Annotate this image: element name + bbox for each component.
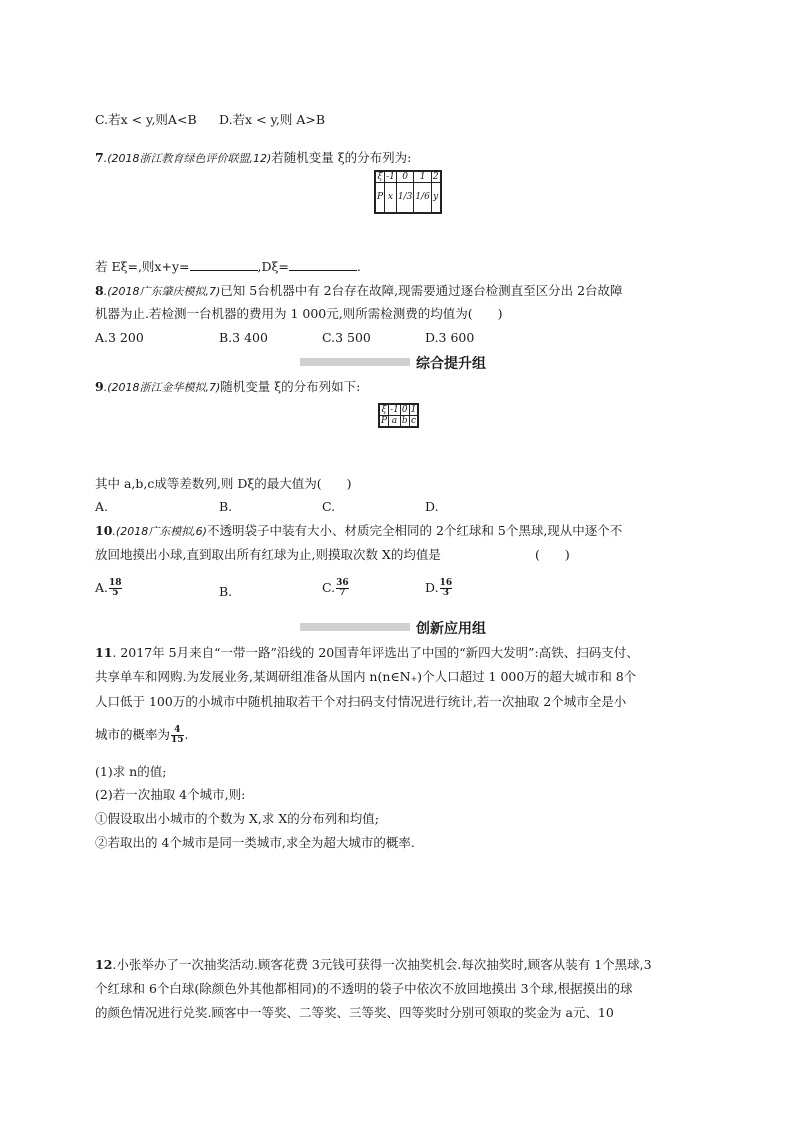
fraction [336, 579, 349, 598]
question-text: 若随机变量 ξ的分布列为: [271, 150, 412, 165]
question-11-line3 [95, 693, 626, 711]
question-10-line2 [95, 546, 441, 564]
question-source: .(2018广东模拟,6) [112, 525, 207, 538]
option-c[interactable] [322, 579, 350, 598]
option-d[interactable] [425, 579, 453, 598]
fill-mid: ,Dξ= [257, 259, 289, 274]
fraction-denominator: 15 [171, 735, 184, 745]
question-number: 11 [95, 645, 113, 660]
question-text: 机器为止.若检测一台机器的费用为 1 000元,则所需检测费的均值为( ) [95, 306, 503, 321]
question-text: 随机变量 ξ的分布列如下: [220, 379, 361, 394]
question-9-question [95, 475, 351, 493]
option-d-line [219, 111, 325, 129]
question-7-fill-line [95, 258, 361, 276]
question-text: 其中 a,b,c成等差数列,则 Dξ的最大值为( ) [95, 476, 352, 491]
table-cell: -1 [390, 405, 399, 415]
question-12-line1 [95, 956, 652, 974]
option-b[interactable]: B. [219, 499, 233, 514]
question-7-stem [95, 149, 411, 168]
fraction-denominator: 5 [112, 588, 119, 598]
fraction-denominator: 3 [442, 588, 449, 598]
question-text: 不透明袋子中装有大小、材质完全相同的 2个红球和 5个黑球,现从中逐个不 [206, 523, 623, 538]
option-c: C.若x < y,则A<B [95, 112, 197, 127]
question-number: 7 [95, 150, 104, 165]
table-row [375, 171, 441, 183]
table-cell: x [385, 183, 397, 213]
option-b[interactable] [219, 583, 232, 601]
option-a[interactable] [95, 579, 123, 598]
question-11-sub2: (2)若一次抽取 4个城市,则: [95, 787, 246, 802]
fraction-numerator: 4 [171, 726, 184, 736]
option-label: B. [219, 584, 233, 599]
table-cell: ξ [379, 404, 389, 416]
table-cell: P [375, 183, 385, 213]
question-8-line2 [95, 305, 502, 323]
distribution-table-q7 [374, 170, 442, 214]
section-bar [300, 623, 410, 631]
option-c[interactable]: C.3 500 [322, 330, 371, 345]
question-8-line1 [95, 282, 623, 301]
fraction-numerator: 36 [336, 578, 349, 588]
question-12-line3: 的颜色情况进行兑奖.顾客中一等奖、二等奖、三等奖、四等奖时分别可领取的奖金为 a元、10 [95, 1005, 614, 1020]
option-b[interactable]: B.3 400 [219, 330, 268, 345]
question-number: 12 [95, 957, 113, 972]
fill-suffix: . [356, 259, 361, 274]
question-11-sub2b: ②若取出的 4个城市是同一类城市,求全为超大城市的概率. [95, 835, 415, 850]
fraction [109, 579, 122, 598]
question-source: .(2018广东肇庆模拟,7) [103, 285, 221, 298]
option-a[interactable]: A.3 200 [95, 330, 144, 345]
table-row [375, 183, 441, 213]
table-cell: y [431, 183, 440, 213]
distribution-table-q9 [378, 403, 419, 428]
table-cell: 0 [401, 405, 408, 415]
answer-blank[interactable] [289, 258, 357, 271]
table-cell: 1/3 [396, 183, 413, 213]
table-row [379, 416, 418, 428]
fraction-numerator: 16 [439, 578, 453, 588]
table-cell: -1 [386, 172, 395, 182]
question-text: . 2017年 5月来自“一带一路”沿线的 20国青年评选出了中国的“新四大发明”:高铁、扫码支付、 [112, 645, 639, 660]
question-12-line2: 个红球和 6个白球(除颜色外其他都相同)的不透明的袋子中依次不放回地摸出 3个球,根据摸出的球 [95, 981, 633, 996]
question-11-line4 [95, 726, 189, 745]
table-cell: 1 [414, 171, 431, 183]
section-bar [300, 358, 410, 366]
answer-blank[interactable] [190, 258, 258, 271]
table-cell: ξ [375, 171, 385, 183]
table-cell: 1 [410, 405, 417, 415]
option-label: C. [322, 580, 336, 595]
fraction [171, 726, 184, 745]
table-cell: b [401, 416, 408, 426]
question-11-sub1: (1)求 n的值; [95, 764, 167, 779]
question-11-line1 [95, 644, 639, 662]
option-a[interactable]: A. [95, 499, 109, 514]
table-cell: P [381, 416, 388, 426]
table-cell: a [389, 416, 401, 428]
option-d: D.若x < y,则 A>B [219, 112, 326, 127]
question-source: .(2018浙江金华模拟,7) [103, 381, 221, 394]
question-text: .小张举办了一次抽奖活动.顾客花费 3元钱可获得一次抽奖机会.每次抽奖时,顾客从装有 1个黑球,3 [112, 957, 652, 972]
fraction [440, 579, 453, 598]
section-title: 综合提升组 [416, 356, 486, 372]
fraction-numerator: 18 [109, 578, 122, 588]
answer-paren: ( ) [535, 547, 570, 562]
table-cell: 2 [432, 172, 439, 182]
question-text: 已知 5台机器中有 2台存在故障,现需要通过逐台检测直至区分出 2台故障 [220, 283, 623, 298]
question-9-stem [95, 378, 360, 397]
table-row [379, 404, 418, 416]
question-10-line1 [95, 522, 622, 541]
question-number: 10 [95, 523, 113, 538]
table-cell: c [409, 416, 418, 428]
fraction-denominator: 7 [339, 588, 346, 598]
question-number: 9 [95, 379, 104, 394]
question-text: 放回地摸出小球,直到取出所有红球为止,则摸取次数 X的均值是 [95, 547, 441, 562]
option-label: A. [95, 580, 109, 595]
table-cell: 1/6 [414, 183, 431, 213]
question-text: 人口低于 100万的小城市中随机抽取若干个对扫码支付情况进行统计,若一次抽取 2个城市全是小 [95, 694, 627, 709]
section-title: 创新应用组 [416, 621, 486, 637]
question-number: 8 [95, 283, 104, 298]
punctuation: . [184, 727, 189, 742]
question-text: 共享单车和网购.为发展业务,某调研组准备从国内 n(n∈N₊)个人口超过 1 000万的超大城市和 8个 [95, 669, 637, 684]
option-d[interactable]: D.3 600 [425, 330, 475, 345]
question-11-sub2a: ①假设取出小城市的个数为 X,求 X的分布列和均值; [95, 811, 379, 826]
option-c[interactable]: C. [322, 499, 336, 514]
question-source: .(2018浙江教育绿色评价联盟,12) [103, 152, 272, 165]
option-c-line [95, 111, 197, 129]
fill-prefix: 若 Eξ=,则x+y= [95, 259, 190, 274]
question-text: 城市的概率为 [95, 727, 171, 742]
option-d[interactable]: D. [425, 499, 439, 514]
table-cell: 0 [396, 171, 413, 183]
question-11-line2 [95, 668, 636, 686]
option-label: D. [425, 580, 439, 595]
